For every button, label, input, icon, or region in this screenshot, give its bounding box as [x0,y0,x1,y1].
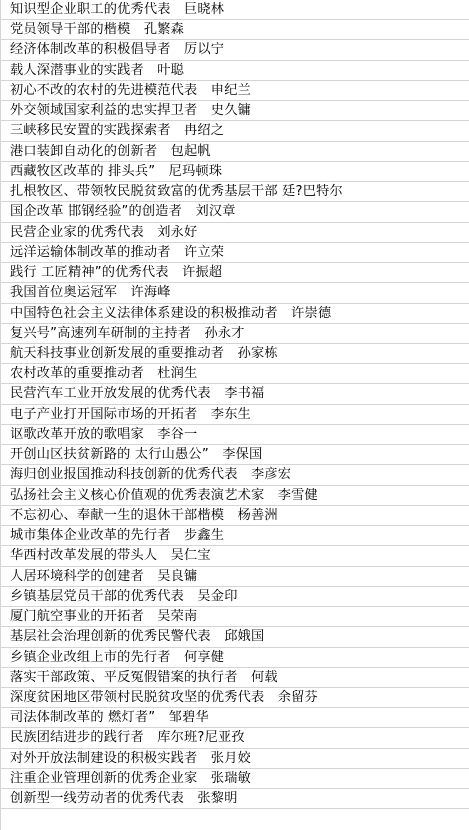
list-row: 践行 工匠精神”的优秀代表 许振超 [1,263,469,283]
list-row: 落实干部政策、平反冤假错案的执行者 何载 [1,668,469,688]
list-row: 乡镇企业改组上市的先行者 何享健 [1,648,469,668]
list-row: 外交领域国家利益的忠实捍卫者 史久镛 [1,101,469,121]
list-row: 三峡移民安置的实践探索者 冉绍之 [1,121,469,141]
list-row: 华西村改革发展的带头人 吴仁宝 [1,546,469,566]
list-row: 国企改革 邯钢经验”的创造者 刘汉章 [1,202,469,222]
list-row: 中国特色社会主义法律体系建设的积极推动者 许崇德 [1,304,469,324]
list-row: 西藏牧区改革的 排头兵” 尼玛顿珠 [1,162,469,182]
list-row: 乡镇基层党员干部的优秀代表 吴金印 [1,587,469,607]
list-row: 创新型一线劳动者的优秀代表 张黎明 [1,789,469,809]
list-row: 人居环境科学的创建者 吴良镛 [1,567,469,587]
list-row: 扎根牧区、带领牧民脱贫致富的优秀基层干部 廷?巴特尔 [1,182,469,202]
list-row: 远洋运输体制改革的推动者 许立荣 [1,243,469,263]
list-row: 经济体制改革的积极倡导者 厉以宁 [1,40,469,60]
list-row: 载人深潜事业的实践者 叶聪 [1,61,469,81]
list-row: 民营汽车工业开放发展的优秀代表 李书福 [1,384,469,404]
list-row: 知识型企业职工的优秀代表 巨晓林 [1,0,469,20]
list-row: 注重企业管理创新的优秀企业家 张瑞敏 [1,769,469,789]
list-row: 港口装卸自动化的创新者 包起帆 [1,142,469,162]
list-row: 开创山区扶贫新路的 太行山愚公” 李保国 [1,445,469,465]
list-row: 党员领导干部的楷模 孔繁森 [1,20,469,40]
list-row: 复兴号”高速列车研制的主持者 孙永才 [1,324,469,344]
list-row: 农村改革的重要推动者 杜润生 [1,364,469,384]
list-row: 航天科技事业创新发展的重要推动者 孙家栋 [1,344,469,364]
list-row: 我国首位奥运冠军 许海峰 [1,283,469,303]
list-row: 不忘初心、奉献一生的退休干部楷模 杨善洲 [1,506,469,526]
list-row: 深度贫困地区带领村民脱贫攻坚的优秀代表 余留芬 [1,688,469,708]
list-row: 对外开放法制建设的积极实践者 张月姣 [1,749,469,769]
list-row: 城市集体企业改革的先行者 步鑫生 [1,526,469,546]
list-row: 基层社会治理创新的优秀民警代表 邱娥国 [1,627,469,647]
list-row: 弘扬社会主义核心价值观的优秀表演艺术家 李雪健 [1,486,469,506]
list-row: 民族团结进步的践行者 库尔班?尼亚孜 [1,728,469,748]
list-row: 海归创业报国推动科技创新的优秀代表 李彦宏 [1,465,469,485]
list-row: 厦门航空事业的开拓者 吴荣南 [1,607,469,627]
list-row: 讴歌改革开放的歌唱家 李谷一 [1,425,469,445]
list-row: 电子产业打开国际市场的开拓者 李东生 [1,405,469,425]
list-row: 民营企业家的优秀代表 刘永好 [1,223,469,243]
list-row: 司法体制改革的 燃灯者” 邹碧华 [1,708,469,728]
list-row: 初心不改的农村的先进模范代表 申纪兰 [1,81,469,101]
